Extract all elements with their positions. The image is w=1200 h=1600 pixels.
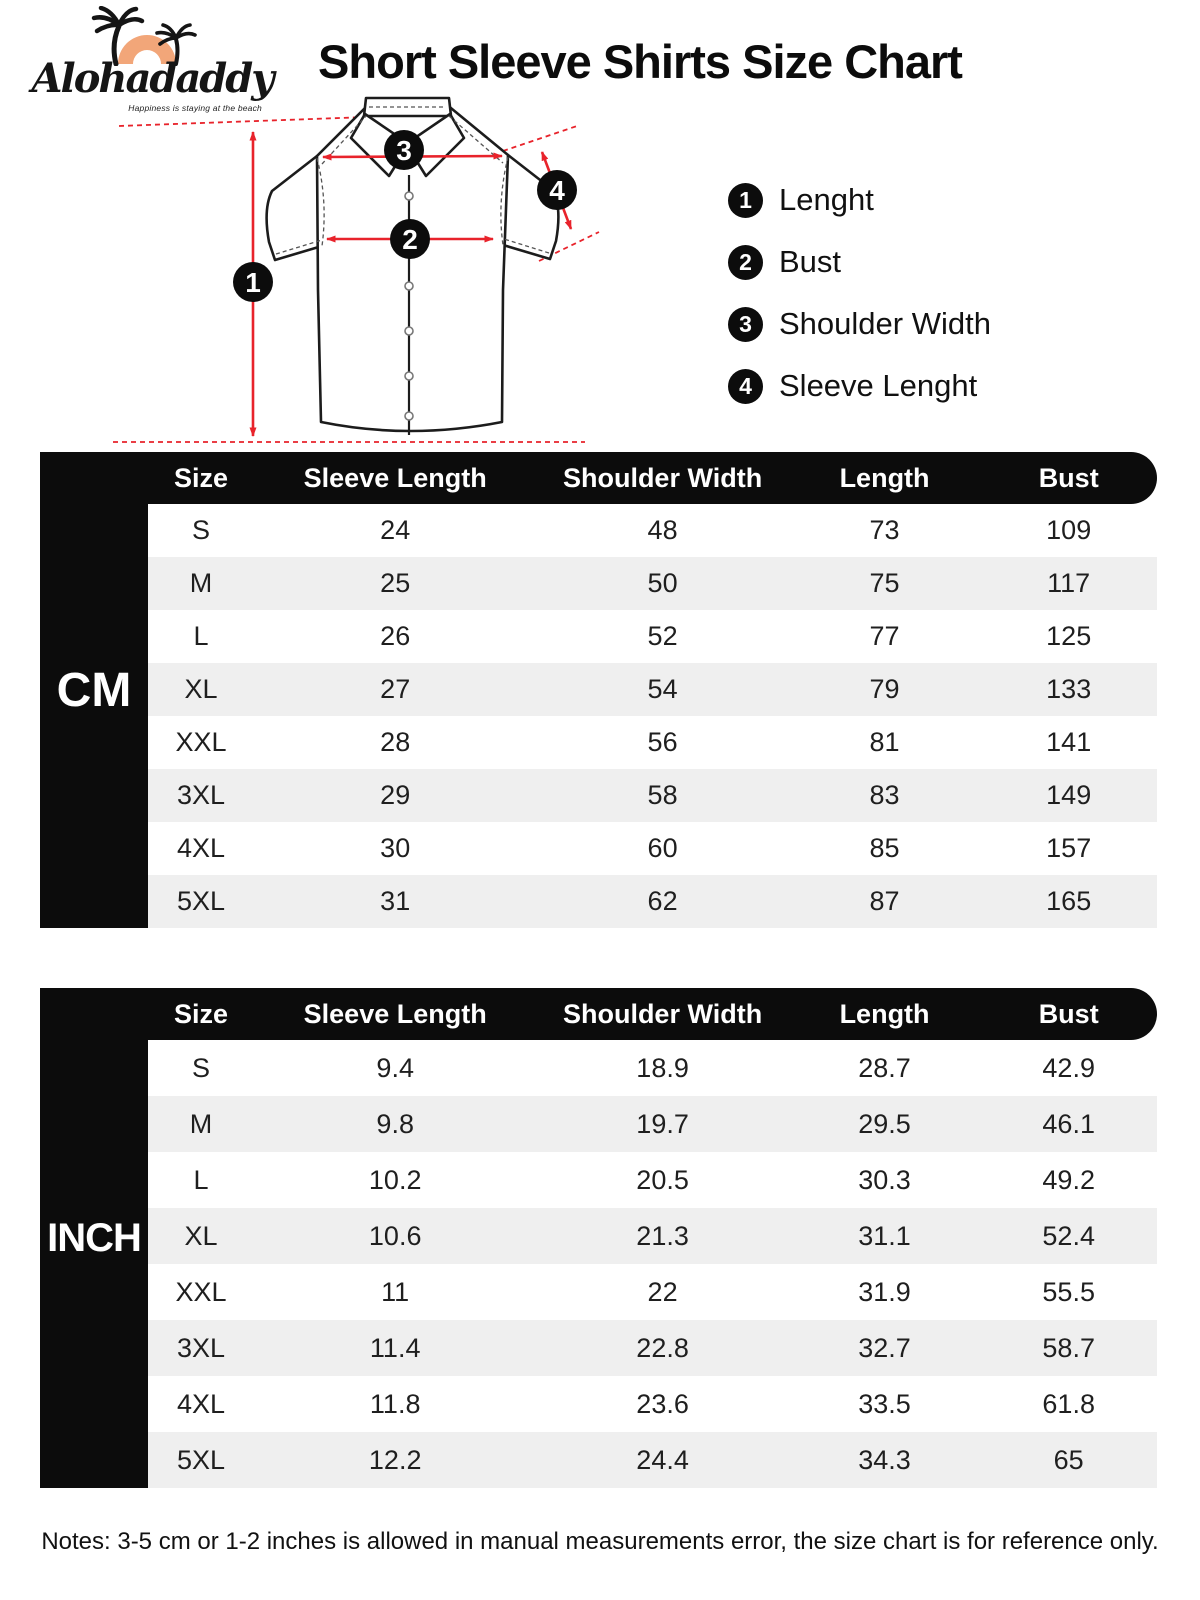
value-cell: 22.8: [636, 1332, 689, 1363]
column-header: Sleeve Length: [303, 998, 487, 1029]
value-cell: 23.6: [636, 1388, 689, 1419]
table-row: [148, 1376, 1157, 1432]
value-cell: 21.3: [636, 1220, 689, 1251]
value-cell: 50: [647, 568, 678, 598]
table-row: [148, 1264, 1157, 1320]
value-cell: 26: [380, 621, 411, 651]
legend-label-shoulder-width: Shoulder Width: [779, 306, 991, 341]
value-cell: 165: [1046, 886, 1092, 916]
value-cell: 33.5: [858, 1388, 911, 1419]
size-cell: XXL: [175, 1276, 227, 1307]
value-cell: 87: [869, 886, 900, 916]
value-cell: 22: [647, 1276, 678, 1307]
table-row: [148, 1432, 1157, 1488]
value-cell: 9.4: [376, 1052, 414, 1083]
value-cell: 157: [1046, 833, 1092, 863]
table-row: [148, 504, 1157, 557]
value-cell: 133: [1046, 674, 1092, 704]
value-cell: 56: [647, 727, 678, 757]
value-cell: 24: [380, 515, 411, 545]
value-cell: 30: [380, 833, 411, 863]
value-cell: 34.3: [858, 1444, 911, 1475]
column-header: Bust: [1038, 462, 1099, 493]
brand-name: Alohadaddy: [31, 55, 273, 102]
value-cell: 32.7: [858, 1332, 911, 1363]
unit-label-inch: INCH: [40, 988, 148, 1488]
value-cell: 9.8: [376, 1108, 414, 1139]
column-header: Sleeve Length: [303, 462, 487, 493]
table-row: [148, 1152, 1157, 1208]
value-cell: 141: [1046, 727, 1092, 757]
legend-label-length: Lenght: [779, 182, 874, 217]
table-row: [148, 1040, 1157, 1096]
value-cell: 55.5: [1042, 1276, 1095, 1307]
table-row: [148, 610, 1157, 663]
value-cell: 42.9: [1042, 1052, 1095, 1083]
table-row: [148, 1320, 1157, 1376]
table-row: [148, 875, 1157, 928]
value-cell: 31.9: [858, 1276, 911, 1307]
value-cell: 10.2: [368, 1164, 422, 1195]
brand-tagline: Happiness is staying at the beach: [128, 103, 262, 113]
value-cell: 25: [380, 568, 411, 598]
column-header: Size: [173, 462, 228, 493]
size-cell: XXL: [175, 727, 227, 757]
size-cell: 5XL: [176, 1444, 225, 1475]
value-cell: 46.1: [1042, 1108, 1095, 1139]
value-cell: 27: [380, 674, 411, 704]
table-row: [148, 716, 1157, 769]
table-header-row: [148, 452, 1157, 504]
table-row: [148, 1096, 1157, 1152]
value-cell: 65: [1053, 1444, 1084, 1475]
value-cell: 149: [1046, 780, 1092, 810]
value-cell: 77: [869, 621, 900, 651]
table-row: [148, 822, 1157, 875]
legend-item-bust: [728, 242, 991, 282]
value-cell: 54: [647, 674, 678, 704]
unit-label-cm: CM: [40, 452, 148, 928]
marker-4-label: 4: [549, 175, 565, 206]
column-header: Bust: [1038, 998, 1099, 1029]
value-cell: 11.8: [369, 1388, 421, 1419]
value-cell: 58: [647, 780, 678, 810]
table-row: [148, 557, 1157, 610]
size-cell: S: [191, 515, 210, 545]
value-cell: 73: [869, 515, 900, 545]
size-cell: 4XL: [176, 833, 225, 863]
value-cell: 117: [1047, 568, 1091, 598]
size-cell: M: [189, 568, 213, 598]
size-cell: L: [193, 621, 209, 651]
legend-num-3: 3: [728, 307, 763, 342]
column-header: Shoulder Width: [562, 462, 763, 493]
table-row: [148, 663, 1157, 716]
value-cell: 20.5: [636, 1164, 689, 1195]
marker-2-label: 2: [402, 224, 418, 255]
marker-3-label: 3: [396, 135, 412, 166]
size-cell: 5XL: [176, 886, 225, 916]
size-cell: S: [191, 1052, 210, 1083]
value-cell: 30.3: [858, 1164, 911, 1195]
value-cell: 12.2: [368, 1444, 422, 1475]
column-header: Size: [173, 998, 228, 1029]
value-cell: 85: [869, 833, 900, 863]
value-cell: 28.7: [858, 1052, 911, 1083]
size-cell: XL: [184, 674, 218, 704]
value-cell: 29: [380, 780, 411, 810]
value-cell: 60: [647, 833, 678, 863]
measurement-legend: [728, 180, 991, 406]
size-cell: 3XL: [176, 1332, 225, 1363]
column-header: Shoulder Width: [562, 998, 763, 1029]
inch-size-table: [40, 988, 1157, 1488]
marker-1-label: 1: [245, 267, 261, 298]
value-cell: 125: [1046, 621, 1092, 651]
column-header: Length: [839, 998, 930, 1029]
value-cell: 79: [869, 674, 900, 704]
table-body: [148, 1040, 1157, 1488]
page-title: Short Sleeve Shirts Size Chart: [318, 35, 962, 88]
value-cell: 29.5: [858, 1108, 911, 1139]
value-cell: 11.4: [369, 1332, 421, 1363]
legend-num-1: 1: [728, 183, 763, 218]
table-row: [148, 769, 1157, 822]
legend-label-sleeve-length: Sleeve Lenght: [779, 368, 978, 403]
value-cell: 83: [869, 780, 900, 810]
value-cell: 31: [380, 886, 411, 916]
value-cell: 52: [647, 621, 678, 651]
value-cell: 24.4: [636, 1444, 689, 1475]
value-cell: 19.7: [636, 1108, 689, 1139]
value-cell: 31.1: [858, 1220, 911, 1251]
column-header: Length: [839, 462, 930, 493]
size-cell: 4XL: [176, 1388, 225, 1419]
size-cell: M: [189, 1108, 213, 1139]
notes-text: Notes: 3-5 cm or 1-2 inches is allowed in manual measurements error, the size chart is for reference only.: [41, 1528, 1159, 1555]
legend-label-bust: Bust: [779, 244, 842, 279]
value-cell: 10.6: [368, 1220, 422, 1251]
table-row: [148, 1208, 1157, 1264]
legend-num-2: 2: [728, 245, 763, 280]
value-cell: 52.4: [1042, 1220, 1095, 1251]
shirt-measurement-diagram: [105, 90, 635, 454]
legend-item-shoulder-width: [728, 304, 991, 344]
size-cell: XL: [184, 1220, 218, 1251]
table-body: [148, 504, 1157, 928]
value-cell: 11: [381, 1276, 410, 1307]
value-cell: 58.7: [1042, 1332, 1095, 1363]
legend-item-sleeve-length: [728, 366, 991, 406]
value-cell: 109: [1046, 515, 1092, 545]
value-cell: 61.8: [1042, 1388, 1095, 1419]
legend-num-4: 4: [728, 369, 763, 404]
legend-item-length: [728, 180, 991, 220]
table-header-row: [148, 988, 1157, 1040]
cm-size-table: [40, 452, 1157, 928]
value-cell: 62: [647, 886, 678, 916]
value-cell: 49.2: [1042, 1164, 1095, 1195]
value-cell: 75: [869, 568, 900, 598]
value-cell: 81: [869, 727, 900, 757]
size-cell: L: [193, 1164, 209, 1195]
value-cell: 28: [380, 727, 411, 757]
value-cell: 48: [647, 515, 678, 545]
size-cell: 3XL: [176, 780, 225, 810]
value-cell: 18.9: [636, 1052, 689, 1083]
